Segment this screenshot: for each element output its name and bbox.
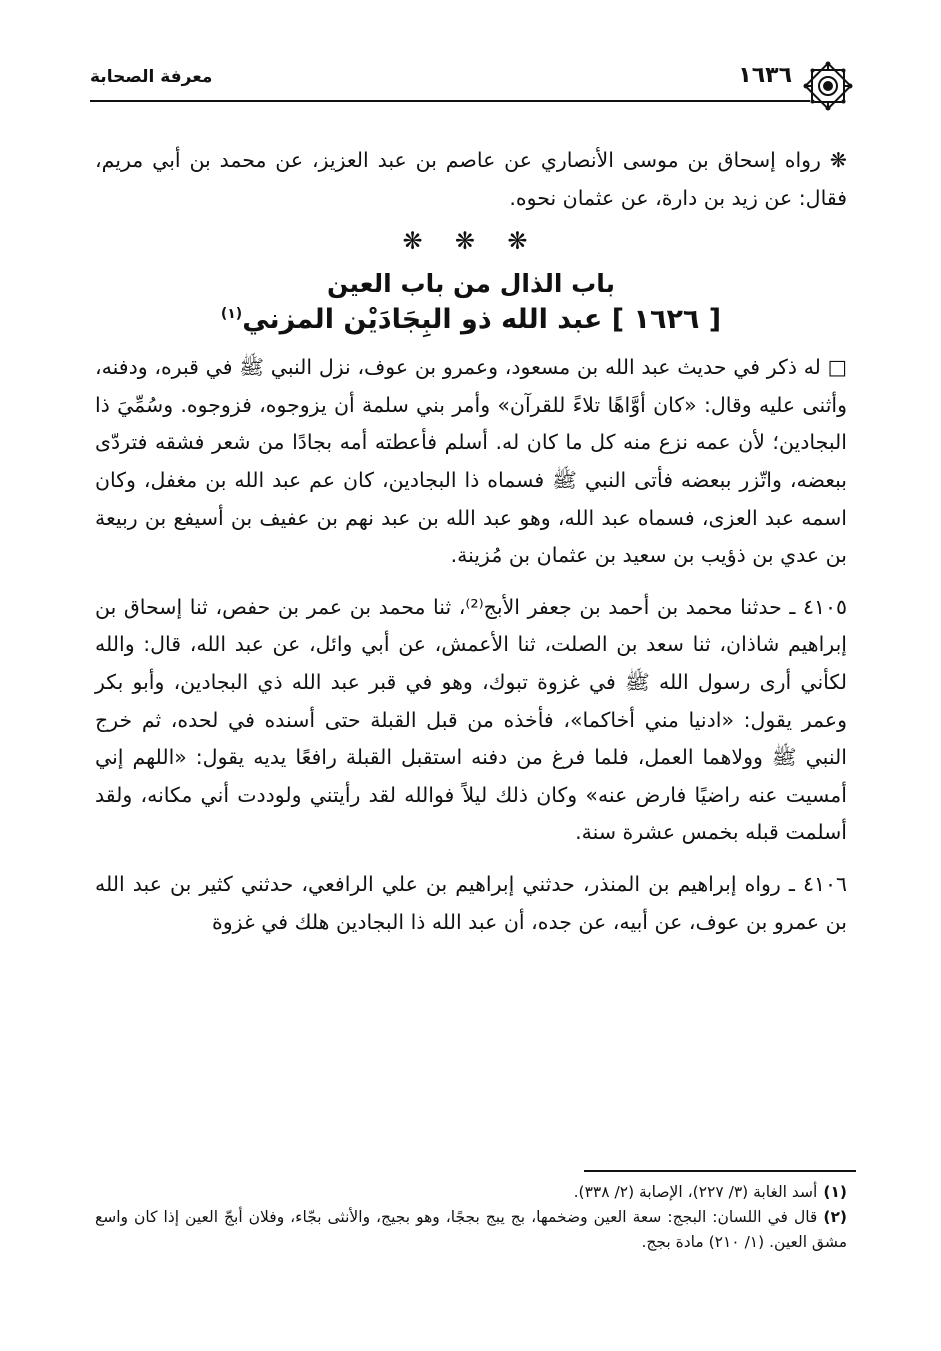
- footnote-item: [95, 1205, 847, 1255]
- footnotes: [95, 1180, 847, 1255]
- page-header: [90, 55, 850, 105]
- footnote-text: قال في اللسان: البجج: سعة العين وضخمها، بج يبج بججًا، وهو بجيج، والأنثى بجّاء، وفلان أبجّ العين إذا كان واسع مشق العين. (١/ ٢١٠) مادة بجج.: [95, 1208, 847, 1251]
- book-title: معرفة الصحابة: [90, 67, 213, 87]
- octagram-ornament-icon: [800, 58, 856, 114]
- main-text: [95, 142, 847, 941]
- header-divider: [90, 100, 810, 102]
- footnote-ref-1: (١): [220, 306, 243, 323]
- footnote-number: (٢): [823, 1208, 847, 1226]
- footnote-text: أسد الغابة (٣/ ٢٢٧)، الإصابة (٢/ ٣٣٨).: [573, 1183, 818, 1201]
- paragraph-hadith-4105: ٤١٠٥ ـ حدثنا محمد بن أحمد بن جعفر الأبج⁽²⁾، ثنا محمد بن عمر بن حفص، ثنا إسحاق بن إبراهيم شاذان، ثنا سعد بن الصلت، ثنا الأعمش، عن أبي وائل، عن عبد الله، قال: والله لكأني أرى رسول الله ﷺ في غزوة تبوك، وهو في قبر عبد الله ذي البجادين، وأبو بكر وعمر يقول: «ادنيا مني أخاكما»، فأخذه من قبل القبلة حتى أسنده في لحده، ثم خرج النبي ﷺ وولاهما العمل، فلما فرغ من دفنه استقبل القبلة رافعًا يديه يقول: «اللهم إني أمسيت عنه راضيًا فارض عنه» وكان ذلك ليلاً فوالله لقد رأيتني ولوددت أني مكانه، ولقد أسلمت قبله بخمس عشرة سنة.: [95, 594, 847, 845]
- footnote-item: [95, 1180, 847, 1205]
- chapter-heading: باب الذال من باب العين: [326, 269, 615, 299]
- page-number: ١٦٣٦: [738, 63, 792, 88]
- footnote-divider: [584, 1170, 856, 1172]
- footnote-number: (١): [823, 1183, 847, 1201]
- paragraph-hadith-4106: ٤١٠٦ ـ رواه إبراهيم بن المنذر، حدثني إبراهيم بن علي الرافعي، حدثني كثير بن عبد الله بن عمرو بن عوف، عن أبيه، عن جده، أن عبد الله ذا البجادين هلك في غزوة: [95, 871, 847, 934]
- entry-heading-text: [ ١٦٢٦ ] عبد الله ذو البِجَادَيْن المزني: [242, 304, 722, 336]
- entry-heading: [95, 304, 847, 335]
- section-separator-stars: ❋ ❋ ❋: [402, 227, 540, 256]
- paragraph-biography: □ له ذكر في حديث عبد الله بن مسعود، وعمرو بن عوف، نزل النبي ﷺ في قبره، ودفنه، وأثنى عليه وقال: «كان أوَّاهًا تلاءً للقرآن» وأمر بني سلمة أن يزوجوه، فزوجوه. وسُمِّيَ ذا البجادين؛ لأن عمه نزع منه كل ما كان له. أسلم فأعطته أمه بجادًا من شعر فشقه فتردّى ببعضه، واتّزر ببعضه فأتى النبي ﷺ فسماه ذا البجادين، كان عم عبد الله بن مغفل، وكان اسمه عبد العزى، فسماه عبد الله، وهو عبد الله بن عبد نهم بن عفيف بن أسيفع بن ربيعة بن عدي بن ذؤيب بن سعيد بن عثمان بن مُزينة.: [95, 355, 847, 568]
- paragraph-riwayah-note: ❋ رواه إسحاق بن موسى الأنصاري عن عاصم بن عبد العزيز، عن محمد بن أبي مريم، فقال: عن زيد بن دارة، عن عثمان نحوه.: [95, 148, 847, 210]
